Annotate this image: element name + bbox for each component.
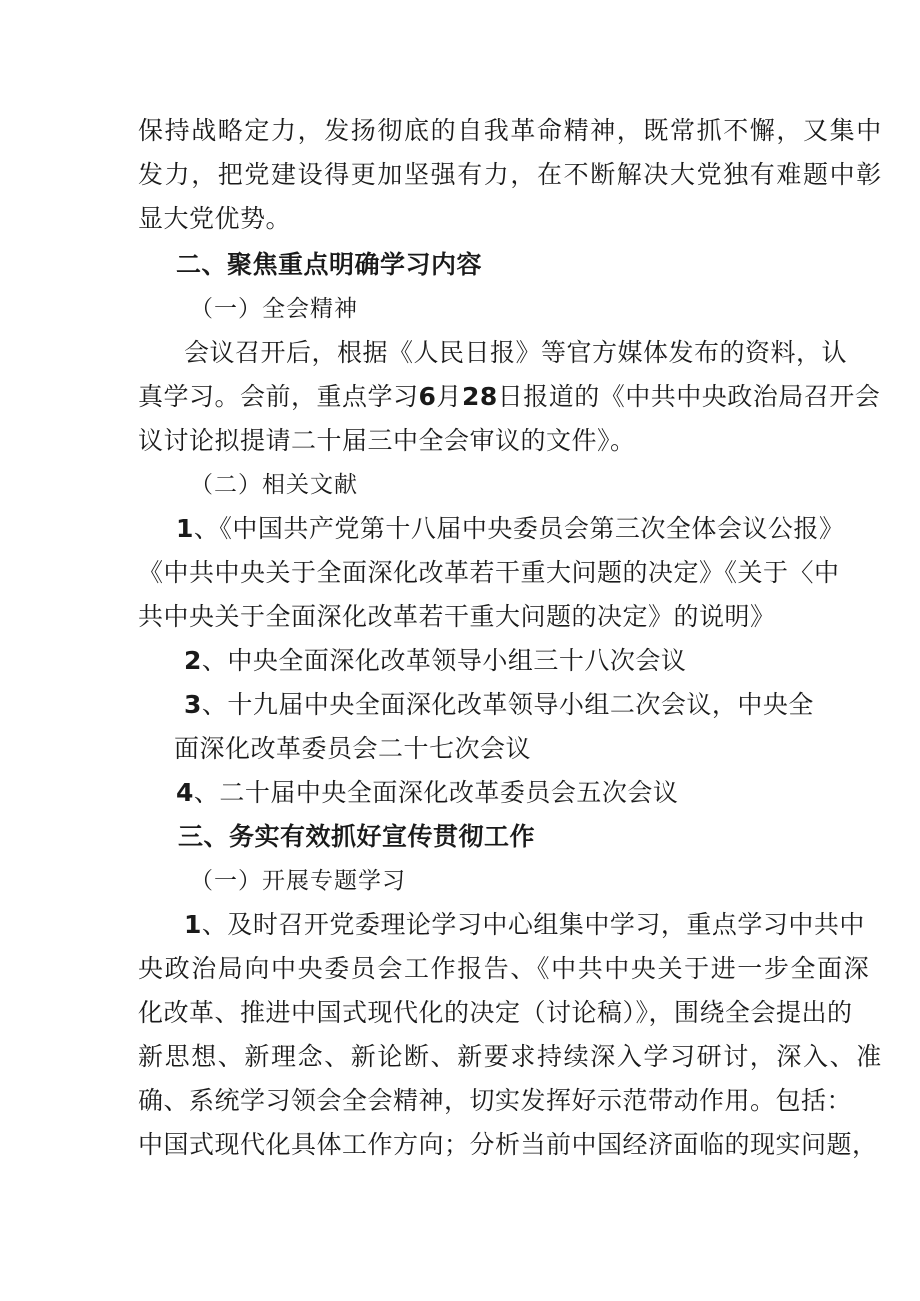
list-item-line: 央政治局向中央委员会工作报告、《中共中央关于进一步全面深	[138, 954, 871, 983]
list-item-line: 中国式现代化具体工作方向；分析当前中国经济面临的现实问题，	[138, 1130, 878, 1159]
number-value: 28	[461, 382, 498, 411]
list-item-line	[184, 690, 844, 720]
paragraph-line: 会议召开后，根据《人民日报》等官方媒体发布的资料，认	[184, 338, 848, 367]
section-heading: 二、聚焦重点明确学习内容	[176, 250, 483, 279]
list-item-line: 共中央关于全面深化改革若干重大问题的决定》的说明》	[138, 602, 776, 631]
section-heading: 三、务实有效抓好宣传贯彻工作	[178, 822, 536, 851]
paragraph-line: 发力，把党建设得更加坚强有力，在不断解决大党独有难题中彰	[138, 160, 883, 189]
list-number: 1	[184, 910, 202, 939]
list-item-line: 《中共中央关于全面深化改革若干重大问题的决定》《关于〈中	[138, 558, 840, 587]
paragraph-line: 保持战略定力，发扬彻底的自我革命精神，既常抓不懈，又集中	[138, 116, 883, 145]
list-item-line	[176, 778, 836, 808]
list-item-line	[184, 646, 844, 676]
text-segment: 真学习。会前，重点学习	[138, 382, 419, 411]
list-item-line: 确、系统学习领会全会精神，切实发挥好示范带动作用。包括：	[138, 1086, 853, 1115]
list-text: 、二十届中央全面深化改革委员会五次会议	[193, 778, 679, 807]
subsection-title: （二）相关文献	[190, 472, 358, 498]
list-item-line: 面深化改革委员会二十七次会议	[174, 734, 532, 763]
text-segment: 月	[436, 382, 462, 411]
text-segment: 日报道的《中共中央政治局召开会	[497, 382, 881, 411]
list-text: 、中央全面深化改革领导小组三十八次会议	[201, 646, 687, 675]
list-text: 、《中国共产党第十八届中央委员会第三次全体会议公报》	[193, 514, 845, 543]
list-item-line	[184, 910, 865, 940]
list-text: 、及时召开党委理论学习中心组集中学习，重点学习中共中	[201, 910, 865, 939]
number-value: 6	[418, 382, 437, 411]
subsection-title: （一）开展专题学习	[190, 868, 406, 894]
list-number: 4	[176, 778, 194, 807]
list-number: 2	[184, 646, 202, 675]
paragraph-line	[138, 382, 881, 412]
subsection-title: （一）全会精神	[190, 296, 358, 322]
paragraph-line: 议讨论拟提请二十届三中全会审议的文件》。	[138, 426, 636, 455]
list-item-line: 新思想、新理念、新论断、新要求持续深入学习研讨，深入、准	[138, 1042, 883, 1071]
list-item-line: 化改革、推进中国式现代化的决定（讨论稿）》，围绕全会提出的	[138, 998, 853, 1027]
list-number: 1	[176, 514, 194, 543]
list-item-line	[176, 514, 845, 544]
list-text: 、十九届中央全面深化改革领导小组二次会议，中央全	[201, 690, 814, 719]
paragraph-line: 显大党优势。	[138, 204, 292, 233]
list-number: 3	[184, 690, 202, 719]
